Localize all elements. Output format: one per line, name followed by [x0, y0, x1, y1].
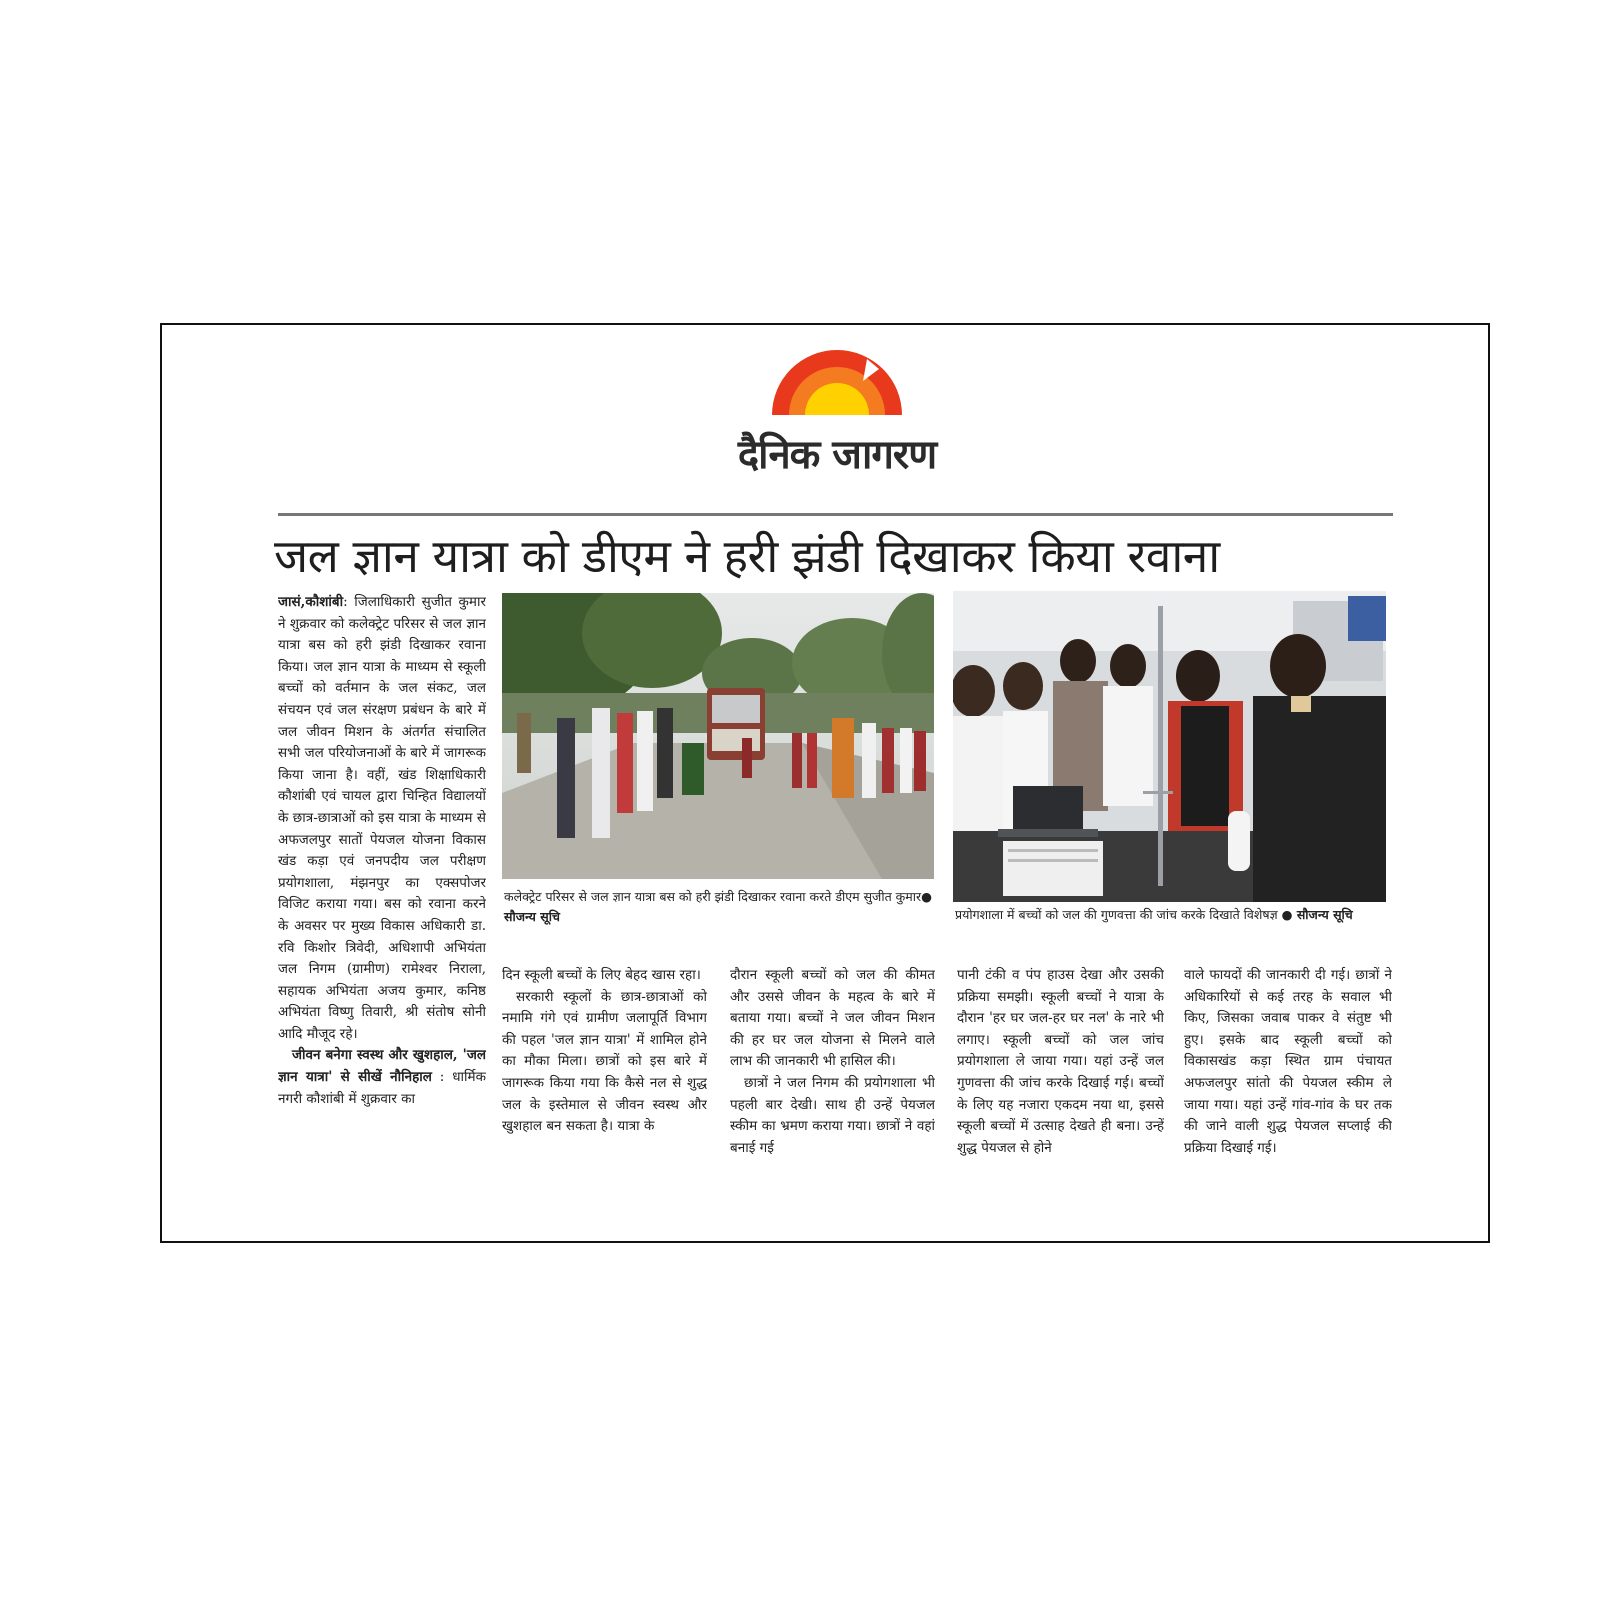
article-col1-tail: : धार्मिक नगरी कौशांबी में शुक्रवार का [278, 1069, 486, 1107]
article-col4-para-1: पानी टंकी व पंप हाउस देखा और उसकी प्रक्रिया समझी। स्कूली बच्चों ने यात्रा के दौरान 'हर घर जल-हर घर नल' के नारे भी लगाए। स्कूली बच्चों को जल जांच प्रयोगशाला ले जाया गया। यहां उन्हें जल गुणवत्ता की जांच करके दिखाई गई। बच्चों के लिए यह नजारा एकदम नया था, इससे स्कूली बच्चों में उत्साह देखते ही बना। उन्हें शुद्ध पेयजल से होने [957, 967, 1164, 1156]
photo-lab-testing [953, 591, 1386, 902]
photo-1-credit: ● सौजन्य सूचि [504, 889, 933, 924]
photo-flag-off [502, 593, 934, 879]
article-column-3 [730, 965, 935, 1195]
newspaper-clipping [160, 323, 1490, 1243]
masthead-name: दैनिक जागरण [737, 432, 937, 478]
article-intro: : जिलाधिकारी सुजीत कुमार ने शुक्रवार को कलेक्ट्रेट परिसर से जल ज्ञान यात्रा बस को हरी झंडी दिखाकर रवाना किया। जल ज्ञान यात्रा के माध्यम से स्कूली बच्चों को वर्तमान के जल संकट, जल संचयन एवं जल संरक्षण प्रबंधन के बारे में जल जीवन मिशन के अंतर्गत संचालित सभी जल परियोजनाओं के बारे में जागरूक किया जाना है। वहीं, खंड शिक्षाधिकारी कौशांबी एवं चायल द्वारा चिन्हित विद्यालयों के छात्र-छात्राओं को इस यात्रा के माध्यम से अफजलपुर सातों पेयजल योजना विकास खंड कड़ा एवं जनपदीय जल परीक्षण प्रयोगशाला, मंझनपुर का एक्सपोजर विजिट कराया गया। बस को रवाना करने के अवसर पर मुख्य विकास अधिकारी डा. रवि किशोर त्रिवेदी, अधिशापी अभियंता जल निगम (ग्रामीण) रामेश्वर निराला, सहायक अभियंता अजय कुमार, कनिष्ठ अभियंता विष्णु तिवारी, श्री संतोष सोनी आदि मौजूद रहे। [278, 594, 486, 1042]
article-col5-para-1: वाले फायदों की जानकारी दी गई। छात्रों ने अधिकारियों से कई तरह के सवाल भी किए, जिसका जवाब पाकर वे संतुष्ट भी हुए। इसके बाद स्कूली बच्चों को विकासखंड कड़ा स्थित ग्राम पंचायत अफजलपुर सांतो की पेयजल स्कीम ले जाया गया। यहां उन्हें गांव-गांव के घर तक की जाने वाली शुद्ध पेयजल सप्लाई की प्रक्रिया दिखाई गई। [1184, 967, 1392, 1156]
article-column-5 [1184, 965, 1392, 1195]
headline-rule [278, 513, 1393, 516]
article-col3-para-2: छात्रों ने जल निगम की प्रयोगशाला भी पहली बार देखी। साथ ही उन्हें पेयजल स्कीम का भ्रमण कराया गया। छात्रों ने वहां बनाई गई [730, 1074, 935, 1156]
article-col2-para-2: सरकारी स्कूलों के छात्र-छात्राओं को नमामि गंगे एवं ग्रामीण जलापूर्ति विभाग की पहल 'जल ज्ञान यात्रा' में शामिल होने का मौका मिला। छात्रों को इस बारे में जागरूक किया गया कि कैसे नल से शुद्ध जल के इस्तेमाल से जीवन स्वस्थ और खुशहाल बन सकता है। यात्रा के [502, 988, 707, 1135]
article-column-1 [278, 592, 486, 1182]
photo-1-caption [504, 887, 934, 929]
article-col3-para-1: दौरान स्कूली बच्चों को जल की कीमत और उससे जीवन के महत्व के बारे में बताया गया। बच्चों ने जल जीवन मिशन की हर घर जल योजना से मिलने वाले लाभ की जानकारी भी हासिल की। [730, 967, 935, 1070]
photo-1-caption-text: कलेक्ट्रेट परिसर से जल ज्ञान यात्रा बस को हरी झंडी दिखाकर रवाना करते डीएम सुजीत कुमार [504, 889, 922, 904]
article-dateline: जासं,कौशांबी [278, 594, 344, 610]
article-column-4 [957, 965, 1164, 1195]
article-headline: जल ज्ञान यात्रा को डीएम ने हरी झंडी दिखाकर किया रवाना [274, 529, 1220, 583]
article-col2-para-1: दिन स्कूली बच्चों के लिए बेहद खास रहा। [502, 967, 701, 983]
photo-2-caption-text: प्रयोगशाला में बच्चों को जल की गुणवत्ता की जांच करके दिखाते विशेषज्ञ [955, 907, 1278, 922]
article-subhead: जीवन बनेगा स्वस्थ और खुशहाल, 'जल ज्ञान यात्रा' से सीखें नौनिहाल [278, 1047, 486, 1086]
photo-2-caption [955, 905, 1390, 927]
article-column-2 [502, 965, 707, 1195]
sun-emblem-icon [767, 347, 907, 417]
masthead-logo [717, 347, 957, 487]
photo-2-credit: ● सौजन्य सूचि [1281, 907, 1353, 922]
